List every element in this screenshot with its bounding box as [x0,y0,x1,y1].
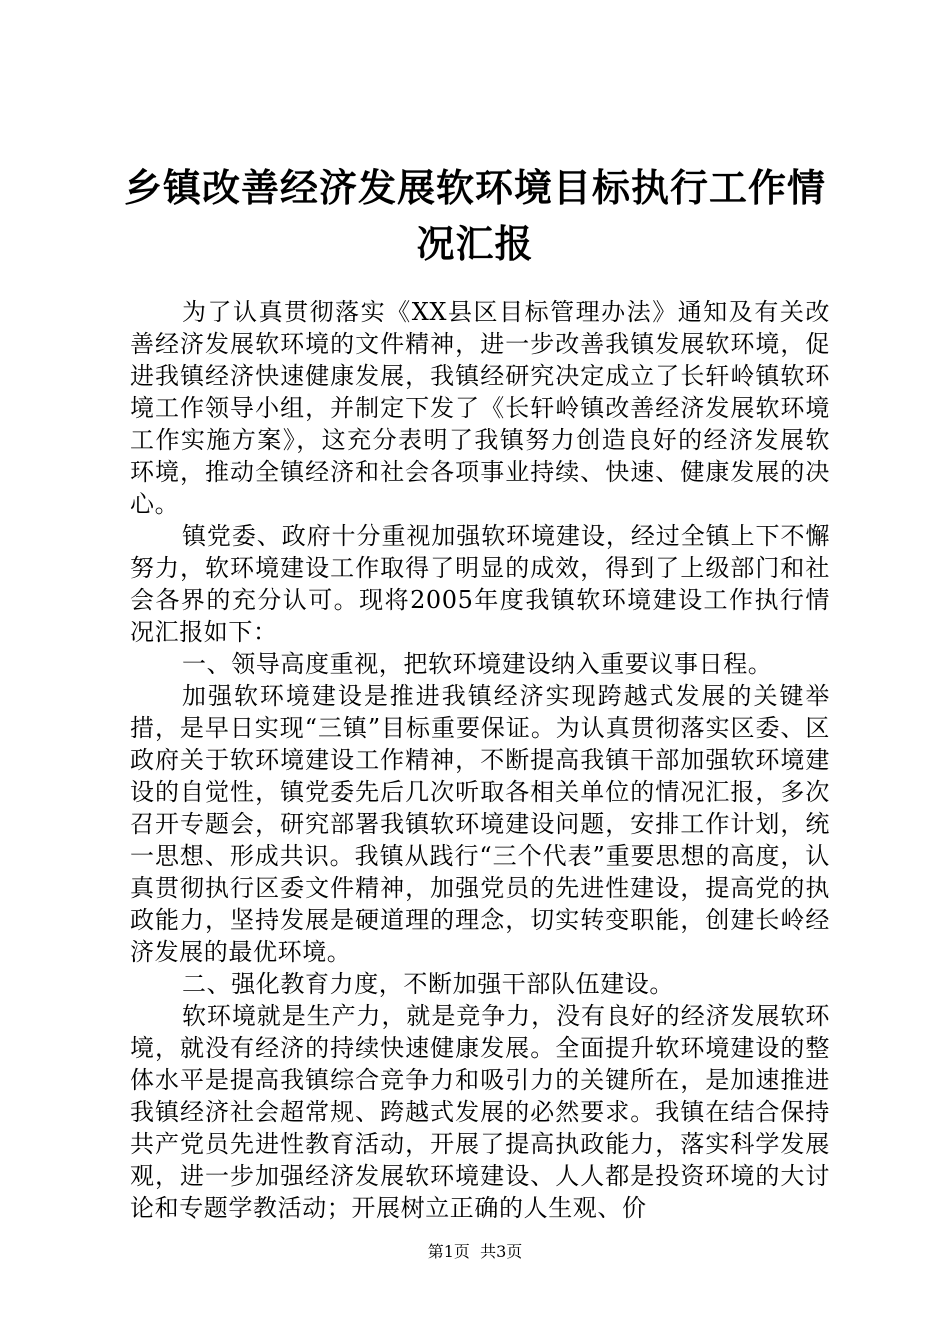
section-heading-1: 一、领导高度重视，把软环境建设纳入重要议事日程。 [182,650,773,678]
document-title: 乡镇改善经济发展软环境目标执行工作情况汇报 [123,166,826,266]
paragraph-overview: 镇党委、政府十分重视加强软环境建设，经过全镇上下不懈努力，软环境建设工作取得了明显的成效，得到了上级部门和社会各界的充分认可。现将2005年度我镇软环境建设工作执行情况汇报如下： [130,522,830,646]
page-number: 第1页 [427,1242,470,1261]
section-heading-2: 二、强化教育力度，不断加强干部队伍建设。 [182,970,674,998]
page-footer [0,1242,950,1262]
paragraph-section-1: 加强软环境建设是推进我镇经济实现跨越式发展的关键举措，是早日实现“三镇”目标重要保证。为认真贯彻落实区委、区政府关于软环境建设工作精神，不断提高我镇干部加强软环境建设的自觉性，镇党委先后几次听取各相关单位的情况汇报，多次召开专题会，研究部署我镇软环境建设问题，安排工作计划，统一思想、形成共识。我镇从践行“三个代表”重要思想的高度，认真贯彻执行区委文件精神，加强党员的先进性建设，提高党的执政能力，坚持发展是硬道理的理念，切实转变职能，创建长岭经济发展的最优环境。 [130,682,830,966]
paragraph-intro: 为了认真贯彻落实《XX县区目标管理办法》通知及有关改善经济发展软环境的文件精神，进一步改善我镇发展软环境，促进我镇经济快速健康发展，我镇经研究决定成立了长轩岭镇软环境工作领导小组，并制定下发了《长轩岭镇改善经济发展软环境工作实施方案》，这充分表明了我镇努力创造良好的经济发展软环境，推动全镇经济和社会各项事业持续、快速、健康发展的决心。 [130,298,830,518]
paragraph-section-2: 软环境就是生产力，就是竞争力，没有良好的经济发展软环境，就没有经济的持续快速健康发展。全面提升软环境建设的整体水平是提高我镇综合竞争力和吸引力的关键所在，是加速推进我镇经济社会超常规、跨越式发展的必然要求。我镇在结合保持共产党员先进性教育活动，开展了提高执政能力，落实科学发展观，进一步加强经济发展软环境建设、人人都是投资环境的大讨论和专题学教活动；开展树立正确的人生观、价 [130,1002,830,1222]
page-total: 共3页 [480,1242,523,1261]
document-body [130,296,830,1224]
